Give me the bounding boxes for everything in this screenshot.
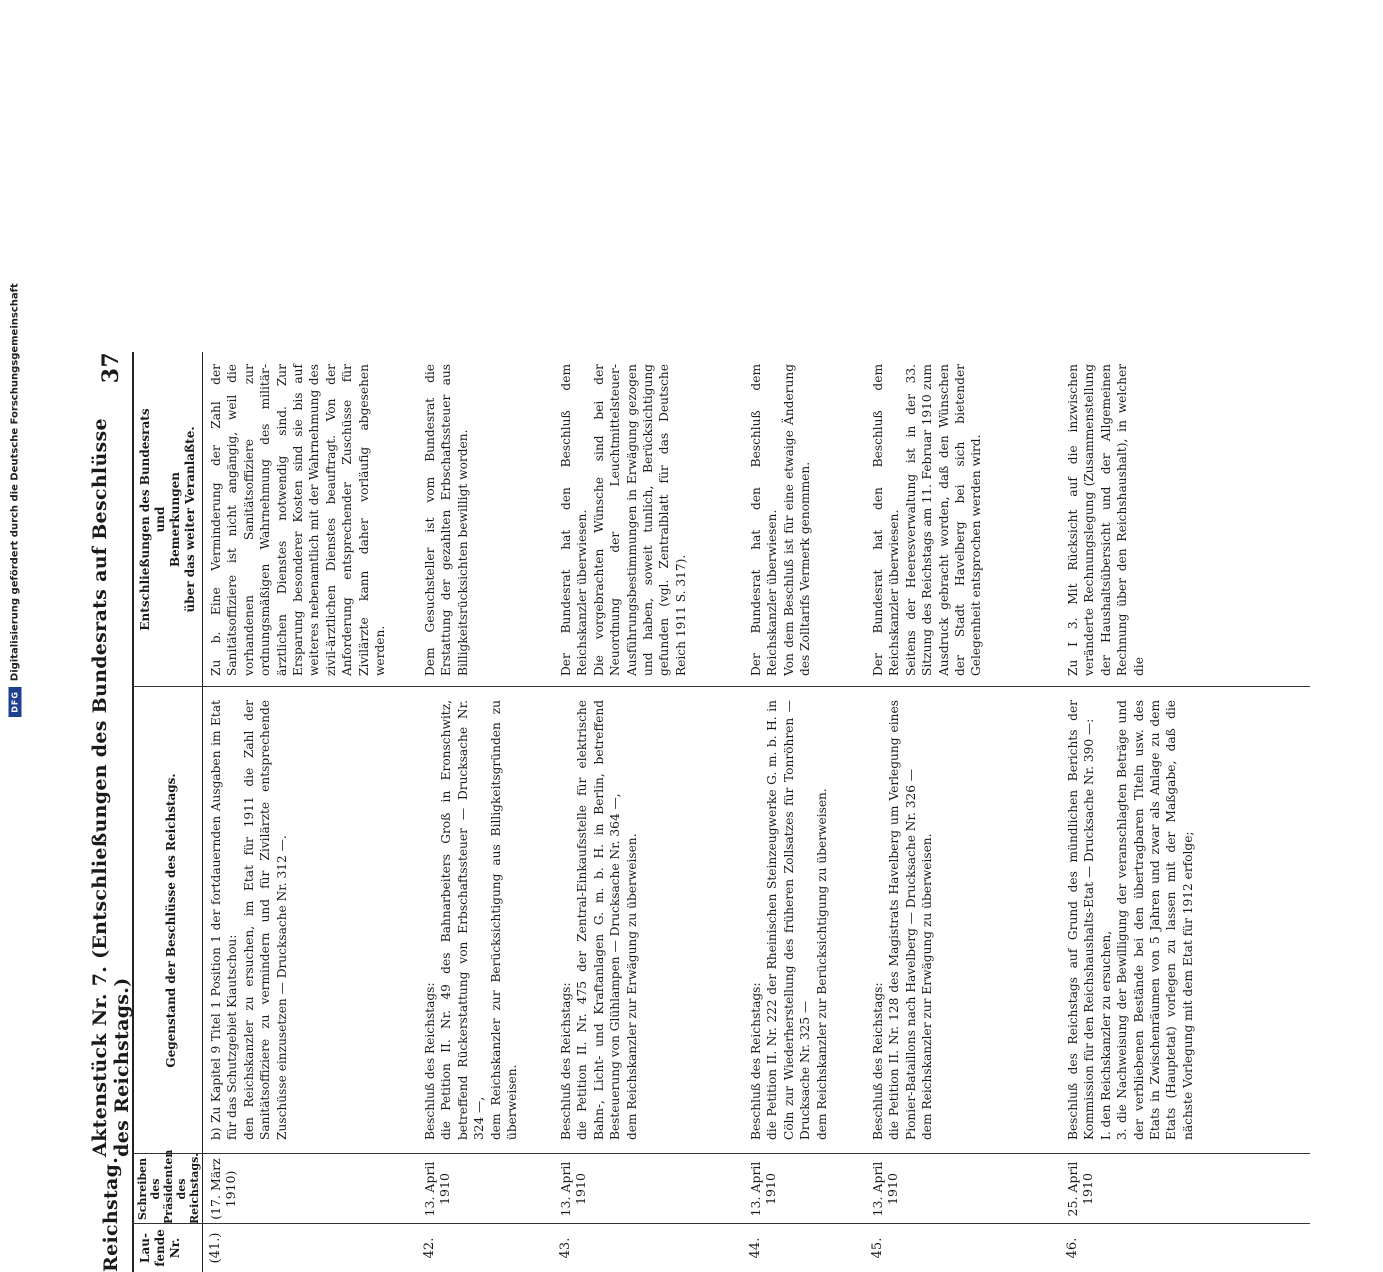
row-date: 13. April 1910 — [748, 1161, 778, 1217]
row-decision: Der Bundesrat hat den Beschluß dem Reichskanzler überwiesen. Von dem Beschluß ist für eine etwaige Änderung des Zolltarifs Vermerk genommen. — [749, 364, 813, 676]
row-decision: Zu b. Eine Verminderung der Zahl der Sanitätsoffiziere ist nicht angängig, weil die vorhandenen Sanitätsoffiziere zur ordnungsmäßigen Wahrnehmung des militär-ärztlichen Dienstes notwendig sind. Zur Ersparung besonderer Kosten sind sie bis auf weiteres nebenamtlich mit der Wahrnehmung des zivil-ärztlichen Dienstes beauftragt. Von der Anforderung entsprechender Zuschüsse für Zivilärzte kann daher vorläufig abgesehen werden. — [209, 364, 388, 676]
row-decision: Dem Gesuchsteller ist vom Bundesrat die Erstattung der gezahlten Erbschaftssteuer aus Billigkeitsrücksichten bewilligt worden. — [423, 364, 470, 676]
col-head-subject: Gegenstand der Beschlüsse des Reichstags. — [164, 773, 178, 1068]
header-title: Aktenstück Nr. 7. (Entschließungen des Bundesrats auf Beschlüsse des Reichstags.) — [89, 418, 133, 1157]
col-divider-2 — [132, 1153, 1310, 1154]
row-nr: (41.) — [208, 1232, 223, 1264]
dfg-badge: DFG — [9, 687, 22, 717]
row-nr: 42. — [422, 1237, 437, 1259]
row-nr: 44. — [748, 1237, 763, 1259]
row-date: 25. April 1910 — [1065, 1161, 1095, 1217]
row-subject: b) Zu Kapitel 9 Titel 1 Position 1 der fortdauernden Ausgaben im Etat für das Schutzgebiet Kiautschou: den Reichskanzler zu ersuchen, im Etat für 1911 die Zahl der Sanitätsoffiziere zu vermindern und für Zivilärzte entsprechende Zuschüsse einzusetzen — Drucksache Nr. 312 —. — [209, 700, 289, 1140]
row-subject: Beschluß des Reichstags: die Petition II. Nr. 475 der Zentral-Einkaufsstelle für elektrische Bahn-, Licht- und Kraftanlagen G. m. b. H. in Berlin, betreffend Besteuerung von Glühlampen — Drucksache Nr. 364 —, dem Reichskanzler zur Erwägung zu überweisen. — [559, 700, 639, 1140]
document-page — [80, 352, 1310, 1272]
row-subject: Beschluß des Reichstags: die Petition II. Nr. 222 der Rheinischen Steinzeugwerke G. m. b. H. in Cöln zur Wiederherstellung des früheren Zollsatzes für Tonröhren — Drucksache Nr. 325 — dem Reichskanzler zur Berücksichtigung zu überweisen. — [749, 700, 829, 1140]
col-divider-1 — [132, 1223, 1310, 1224]
header-left: Reichstag. — [100, 1156, 122, 1272]
credit-text: Digitalisierung gefördert durch die Deutsche Forschungsgemeinschaft — [9, 283, 21, 682]
page-number: 37 — [98, 352, 124, 384]
row-decision: Der Bundesrat hat den Beschluß dem Reichskanzler überwiesen. Seitens der Heeresverwaltung ist in der 33. Sitzung des Reichstags am 11. Februar 1910 zum Ausdruck gebracht worden, daß den Wünschen der Stadt Havelberg bei sich bietender Gelegenheit entsprochen werden wird. — [871, 364, 984, 676]
row-decision: Zu I 3. Mit Rücksicht auf die inzwischen veränderte Rechnungslegung (Zusammenstellung der Haushaltsübersicht und der Allgemeinen Rechnung über den Reichshaushalt), in welcher die — [1066, 364, 1146, 676]
row-date: 13. April 1910 — [870, 1161, 900, 1217]
col-head-date: Schreiben des Präsidenten des Reichstags. — [136, 1149, 201, 1224]
header-rule — [132, 352, 134, 1272]
row-date: 13. April 1910 — [422, 1161, 452, 1217]
row-date: (17. März 1910) — [208, 1158, 238, 1220]
row-decision: Der Bundesrat hat den Beschluß dem Reichskanzler überwiesen. Die vorgebrachten Wünsche sind bei der Neuordnung der Leuchtmittelsteuer-Ausführungsbestimmungen in Erwägung gezogen und haben, soweit tunlich, Berücksichtigung gefunden (vgl. Zentralblatt für das Deutsche Reich 1911 S. 317). — [559, 364, 688, 676]
row-subject: Beschluß des Reichstags: die Petition II. Nr. 128 des Magistrats Havelberg um Verlegung eines Pionier-Bataillons nach Havelberg — Drucksache Nr. 326 — dem Reichskanzler zur Erwägung zu überweisen. — [871, 700, 935, 1140]
col-head-decisions: Entschließungen des Bundesrats und Bemerkungen über das weiter Veranlaßte. — [138, 408, 197, 631]
col-head-nr: Lau- fende Nr. — [138, 1229, 182, 1267]
column-head-rule — [202, 352, 203, 1272]
row-subject: Beschluß des Reichstags auf Grund des mündlichen Berichts der Kommission für den Reichshaushalts-Etat — Drucksache Nr. 390 —: I. den Reichskanzler zu ersuchen, 3. die Nachweisung der Bewilligung der veranschlagten Beträge und der verbliebenen Bestände bei den übertragbaren Titeln usw. des Etats in Zwischenräumen von 5 Jahren und zwar als Anlage zu dem Etats (Hauptetat) vorlegen zu lassen mit der Maßgabe, daß die nächste Vorlegung mit dem Etat für 1912 erfolge; — [1066, 700, 1195, 1140]
row-nr: 43. — [558, 1237, 573, 1259]
row-date: 13. April 1910 — [558, 1161, 588, 1217]
col-divider-3 — [132, 686, 1310, 687]
row-nr: 46. — [1065, 1237, 1080, 1259]
row-nr: 45. — [870, 1237, 885, 1259]
row-subject: Beschluß des Reichstags: die Petition II. Nr. 49 des Bahnarbeiters Groß in Eronschwitz, betreffend Rückerstattung von Erbschaftssteuer — Drucksache Nr. 324 —, dem Reichskanzler zur Berücksichtigung aus Billigkeitsgründen zu überweisen. — [423, 700, 520, 1140]
page-header — [89, 352, 133, 1272]
credit-strip — [0, 0, 30, 1000]
